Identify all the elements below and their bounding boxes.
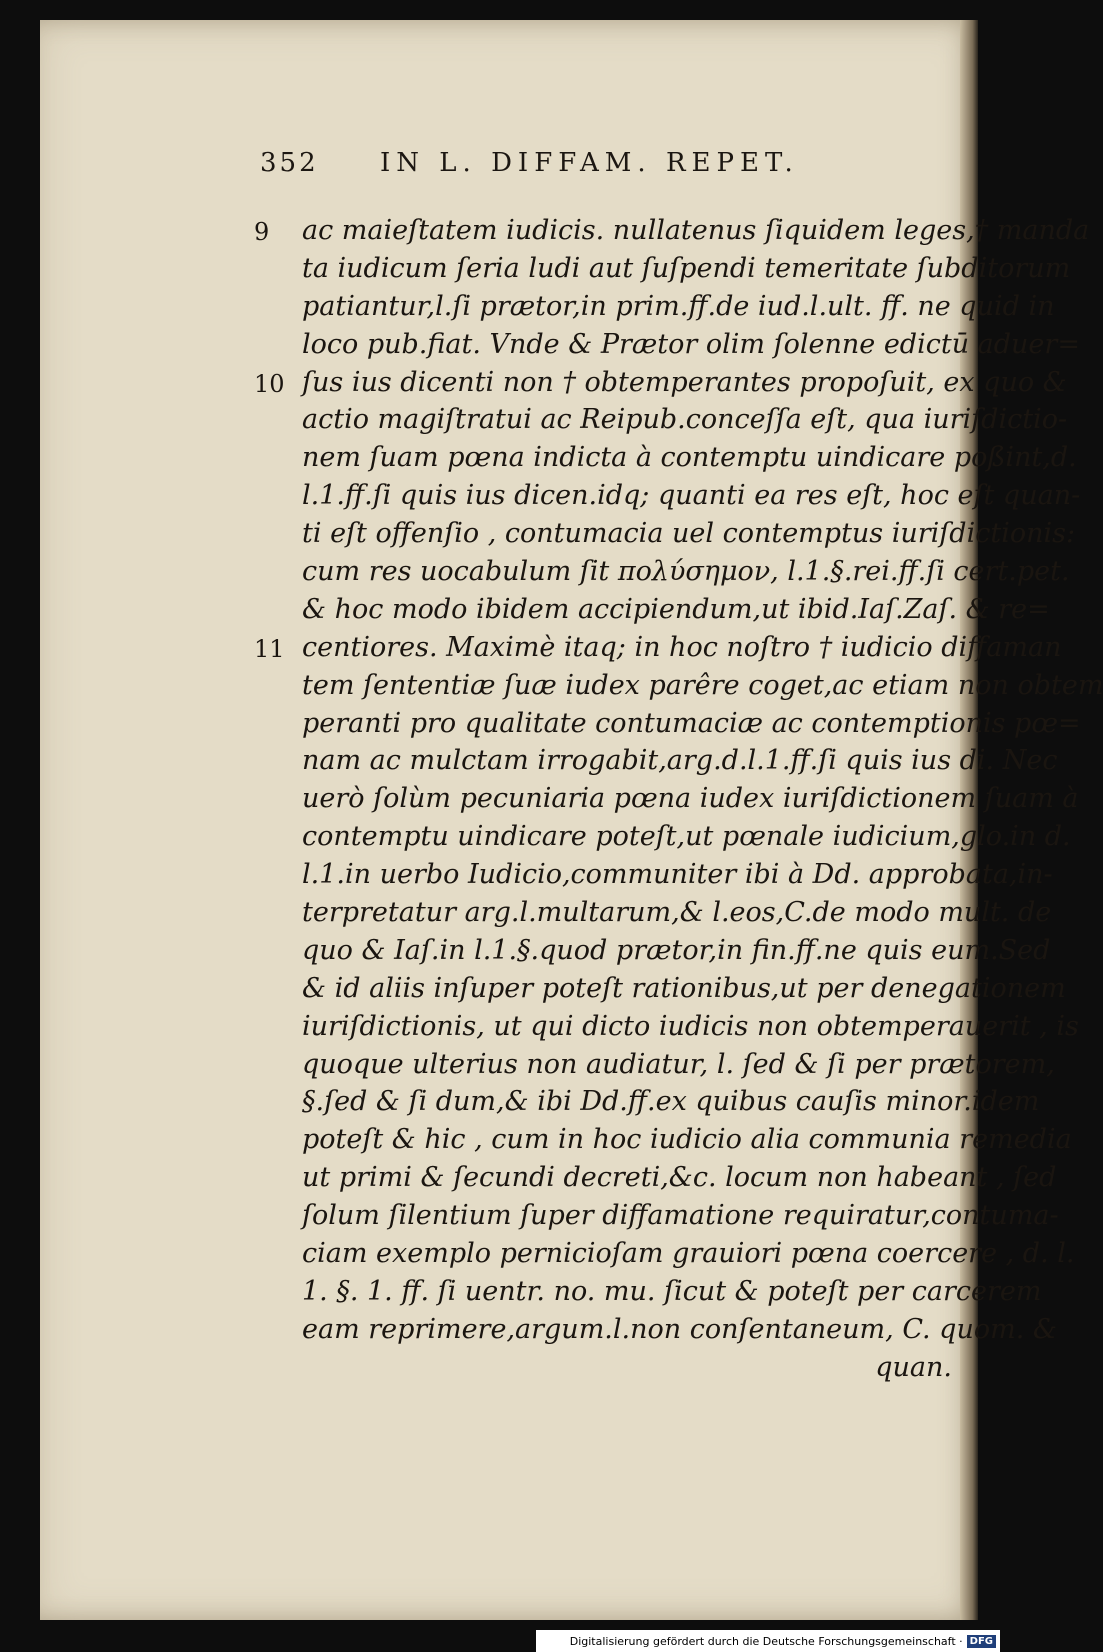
text-line [262, 401, 1068, 439]
line-text: ut primi & ſecundi decreti,&c. locum non habeant , ſed [302, 1162, 1057, 1194]
line-text: & hoc modo ibidem accipiendum,ut ibid.Iaſ.Zaſ. & re= [302, 593, 1050, 625]
text-line [262, 1008, 1079, 1046]
dfg-logo: DFG [967, 1635, 996, 1648]
text-line [262, 250, 1071, 288]
text-line [254, 629, 1062, 667]
margin-number: 10 [254, 369, 285, 398]
text-line [262, 1235, 1075, 1273]
text-line [262, 1046, 1055, 1084]
text-line [262, 780, 1079, 818]
text-line [262, 932, 1051, 970]
text-line [262, 856, 1053, 894]
line-text: actio magiſtratui ac Reipub.conceſſa eſt, qua iuriſdictio- [302, 404, 1068, 436]
text-line [262, 1083, 1040, 1121]
running-title: IN L. DIFFAM. REPET. [380, 148, 799, 178]
text-line [262, 1311, 1057, 1349]
text-line [262, 591, 1050, 629]
footer-credit: Digitalisierung gefördert durch die Deutsche Forschungsgemeinschaft · [569, 1634, 963, 1648]
text-line [262, 553, 1070, 591]
line-text: iuriſdictionis, ut qui dicto iudicis non obtemperauerit , is [302, 1010, 1079, 1042]
line-text: loco pub.fiat. Vnde & Prætor olim ſolenne edictū aduer= [302, 328, 1080, 360]
margin-number: 11 [254, 634, 285, 663]
body-text [254, 212, 1103, 1387]
text-line [262, 1273, 1042, 1311]
margin-number: 9 [254, 218, 270, 246]
line-text: & id aliis inſuper poteſt rationibus,ut per denegationem [302, 972, 1066, 1004]
line-text: nem ſuam pœna indicta à contemptu uindicare poßint,d. [302, 442, 1077, 474]
line-text: §.ſed & ſi dum,& ibi Dd.ff.ex quibus cauſis minor.idem [302, 1086, 1040, 1118]
text-line [254, 212, 1090, 250]
line-text: tem ſententiæ ſuæ iudex parêre coget,ac etiam non obtem [302, 669, 1103, 701]
line-text: terpretatur arg.l.multarum,& l.eos,C.de modo mult. de [302, 897, 1052, 929]
text-line [262, 439, 1077, 477]
line-text: ciam exemplo pernicioſam grauiori pœna coercere , d. l. [302, 1238, 1075, 1270]
line-text: ac maieſtatem iudicis. nullatenus ſiquidem leges,† manda [302, 215, 1090, 246]
line-text: centiores. Maximè itaq; in hoc noſtro † iudicio diffaman [302, 631, 1062, 663]
line-text: 1. §. 1. ff. ſi uentr. no. mu. ſicut & poteſt per carcerem [302, 1275, 1042, 1307]
line-text: quo & Iaſ.in l.1.§.quod prætor,in fin.ff.ne quis eum.Sed [302, 934, 1051, 966]
line-text: poteſt & hic , cum in hoc iudicio alia communia remedia [302, 1124, 1072, 1156]
line-text: l.1.ff.ſi quis ius dicen.idq; quanti ea res eſt, hoc eſt quan- [302, 480, 1081, 512]
text-line [262, 1349, 982, 1387]
line-text: uerò ſolùm pecuniaria pœna iudex iuriſdictionem ſuam à [302, 783, 1079, 815]
text-line [262, 742, 1058, 780]
text-line [262, 326, 1080, 364]
text-line [262, 1197, 1059, 1235]
text-line [262, 894, 1052, 932]
line-text: ſus ius dicenti non † obtemperantes propoſuit, ex quo & [302, 366, 1067, 398]
line-text: ti eſt offenſio , contumacia uel contemptus iuriſdictionis: [302, 518, 1076, 550]
line-text: l.1.in uerbo Iudicio,communiter ibi à Dd. approbata,in- [302, 859, 1053, 891]
text-line [262, 1159, 1057, 1197]
line-text: contemptu uindicare poteſt,ut pœnale iudicium,glo.in d. [302, 821, 1071, 853]
text-line [254, 364, 1067, 402]
text-line [262, 477, 1081, 515]
page-number: 352 [260, 148, 319, 178]
line-text: ſolum ſilentium ſuper diffamatione requiratur,contuma- [302, 1200, 1059, 1232]
text-line [262, 818, 1071, 856]
book-page [40, 20, 1103, 1620]
line-text: cum res uocabulum ſit πολύσημον, l.1.§.rei.ff.ſi cert.pet. [302, 556, 1070, 588]
text-line [262, 288, 1055, 326]
line-text: patiantur,l.ſi prætor,in prim.ff.de iud.l.ult. ff. ne quid in [302, 290, 1055, 322]
line-text: nam ac mulctam irrogabit,arg.d.l.1.ff.ſi quis ius di. Nec [302, 745, 1058, 777]
text-line [262, 970, 1066, 1008]
line-text: ta iudicum ſeria ludi aut ſuſpendi temeritate ſubditorum [302, 252, 1071, 284]
text-line [262, 667, 1103, 705]
text-line [262, 1121, 1072, 1159]
text-line [262, 705, 1081, 743]
line-text: peranti pro qualitate contumaciæ ac contemptionis pœ= [302, 707, 1081, 739]
page-header [260, 148, 900, 178]
line-text: quoque ulterius non audiatur, l. ſed & ſi per prætorem, [302, 1048, 1055, 1080]
line-text: quan. [875, 1351, 952, 1383]
digitization-footer [536, 1630, 1000, 1652]
text-line [262, 515, 1076, 553]
line-text: eam reprimere,argum.l.non conſentaneum, C. quom. & [302, 1313, 1057, 1345]
